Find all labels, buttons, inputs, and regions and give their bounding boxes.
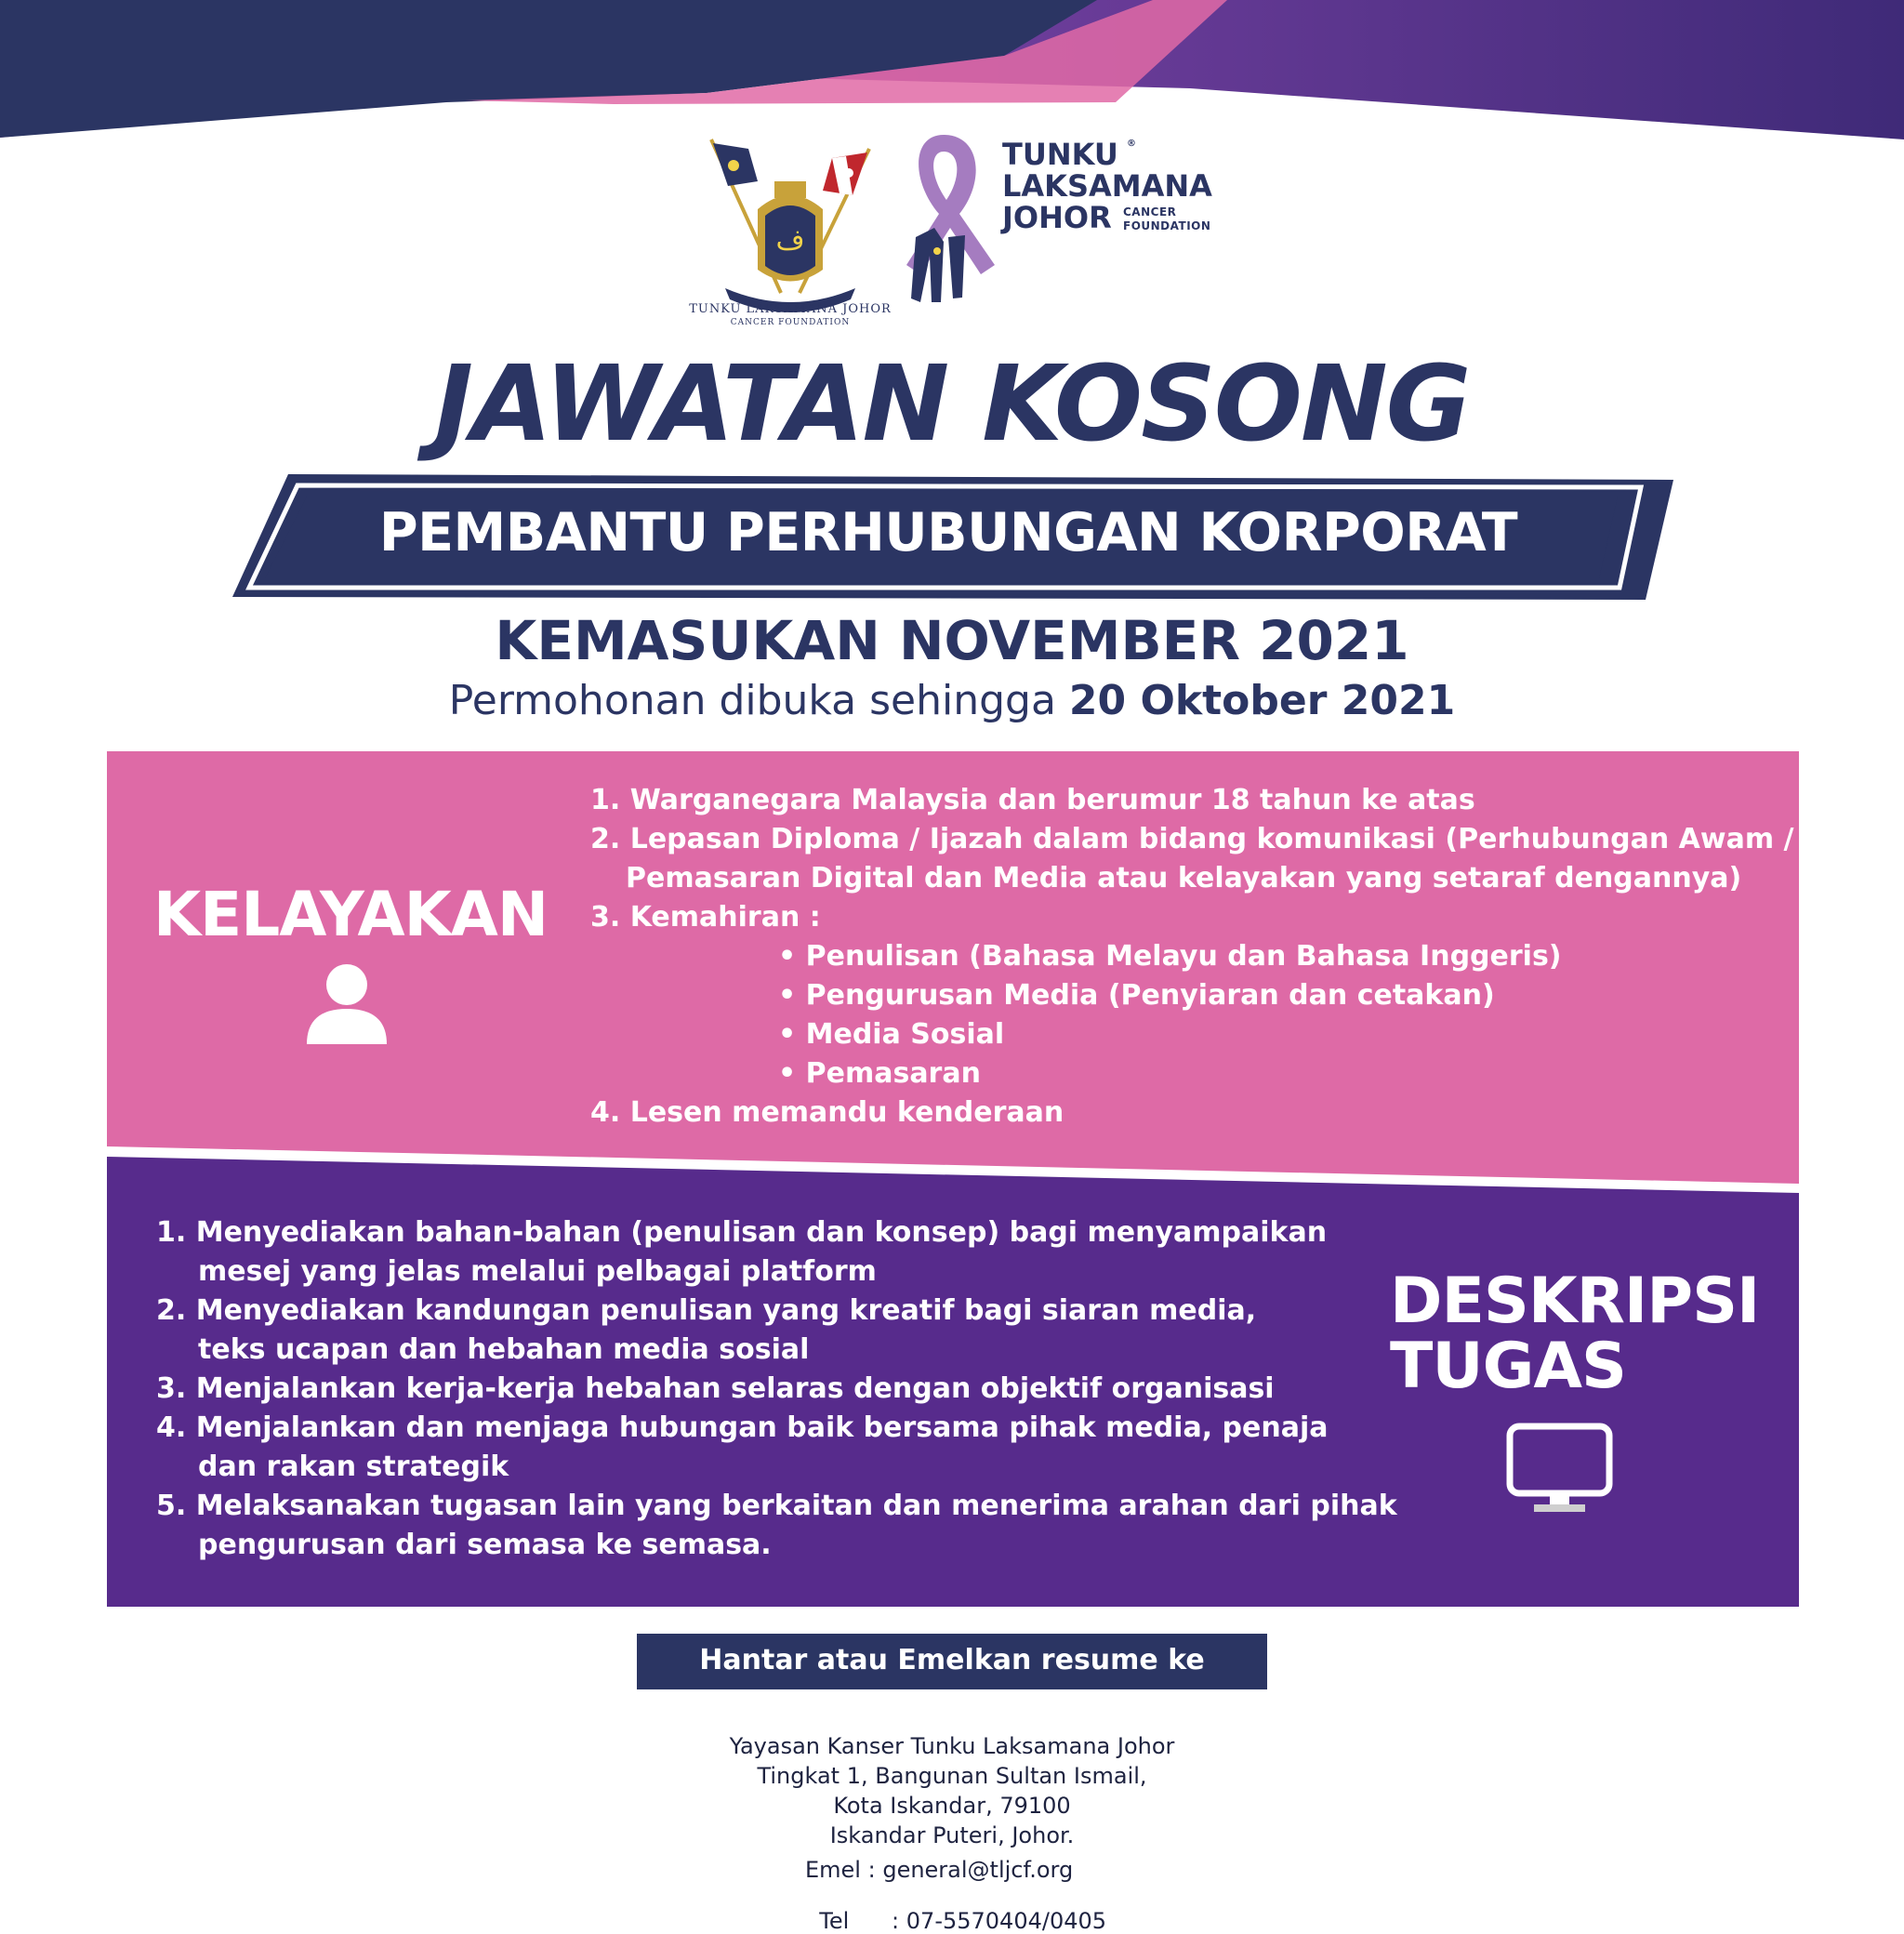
duty-item: 4. Menjalankan dan menjaga hubungan baik bersama pihak media, penaja (156, 1411, 1329, 1444)
duty-item: dan rakan strategik (198, 1450, 509, 1483)
duties-list (156, 1213, 1397, 1565)
qualification-item: 1. Warganegara Malaysia dan berumur 18 tahun ke atas (590, 784, 1475, 816)
monitor-icon (1506, 1423, 1613, 1516)
qualifications-list (590, 781, 1799, 1133)
intake-heading: KEMASUKAN NOVEMBER 2021 (495, 609, 1409, 672)
qualification-item: Pemasaran Digital dan Media atau kelayakan yang setaraf dengannya) (626, 862, 1742, 894)
duty-item: teks ucapan dan hebahan media sosial (198, 1333, 810, 1366)
crest-caption: TUNKU LAKSAMANA JOHOR (689, 302, 892, 316)
duty-item: 5. Melaksanakan tugasan lain yang berkaitan dan menerima arahan dari pihak (156, 1490, 1397, 1522)
wordmark-line1: TUNKU (1002, 137, 1118, 172)
address-line: Iskandar Puteri, Johor. (829, 1822, 1075, 1848)
position-title: PEMBANTU PERHUBUNGAN KORPORAT (378, 502, 1518, 563)
crest-logo (693, 130, 888, 325)
wordmark-sub2: FOUNDATION (1123, 219, 1211, 232)
skill-item: • Pengurusan Media (Penyiaran dan cetakan) (778, 979, 1495, 1012)
svg-text:ف: ف (775, 224, 805, 257)
wordmark-line2: LAKSAMANA (1002, 168, 1212, 204)
qualification-item: 3. Kemahiran : (590, 901, 821, 934)
address-line: Kota Iskandar, 79100 (833, 1793, 1071, 1819)
duties-heading-line1: DESKRIPSI (1390, 1265, 1760, 1338)
deadline-prefix: Permohonan dibuka sehingga (448, 677, 1069, 724)
skill-item: • Penulisan (Bahasa Melayu dan Bahasa Inggeris) (778, 940, 1562, 973)
tel-container (805, 1882, 1106, 1934)
duty-item: pengurusan dari semasa ke semasa. (198, 1529, 772, 1561)
duty-item: mesej yang jelas melalui pelbagai platform (198, 1255, 877, 1288)
wordmark-sub1: CANCER (1123, 205, 1177, 219)
email-label: Emel : (805, 1857, 883, 1883)
email-container (805, 1857, 1073, 1883)
duties-heading-line2: TUGAS (1390, 1330, 1627, 1403)
address-line: Yayasan Kanser Tunku Laksamana Johor (729, 1733, 1175, 1759)
crest-subcaption: CANCER FOUNDATION (730, 318, 851, 327)
duty-item: 1. Menyediakan bahan-bahan (penulisan dan konsep) bagi menyampaikan (156, 1216, 1328, 1249)
registered-mark: ® (1127, 139, 1136, 149)
page-title: JAWATAN KOSONG (434, 344, 1470, 465)
email-link[interactable]: general@tljcf.org (882, 1857, 1074, 1883)
person-icon (305, 962, 389, 1044)
tel-label: Tel : (819, 1908, 906, 1934)
wordmark-line3: JOHOR (1002, 200, 1112, 235)
qualification-item: 2. Lepasan Diploma / Ijazah dalam bidang komunikasi (Perhubungan Awam / (590, 823, 1794, 855)
tel-number[interactable]: 07-5570404/0405 (906, 1908, 1107, 1934)
qualification-item: 4. Lesen memandu kenderaan (590, 1096, 1064, 1129)
skill-item: • Media Sosial (778, 1018, 1005, 1051)
send-resume-label: Hantar atau Emelkan resume ke (699, 1644, 1205, 1676)
deadline-line (0, 677, 1904, 724)
duty-item: 3. Menjalankan kerja-kerja hebahan selaras dengan objektif organisasi (156, 1372, 1275, 1405)
deadline-date: 20 Oktober 2021 (1068, 677, 1456, 724)
skill-item: • Pemasaran (778, 1057, 981, 1090)
duty-item: 2. Menyediakan kandungan penulisan yang kreatif bagi siaran media, (156, 1294, 1257, 1327)
ribbon-logo (892, 126, 1013, 311)
address-line: Tingkat 1, Bangunan Sultan Ismail, (757, 1763, 1147, 1789)
qualifications-heading: KELAYAKAN (153, 879, 549, 950)
